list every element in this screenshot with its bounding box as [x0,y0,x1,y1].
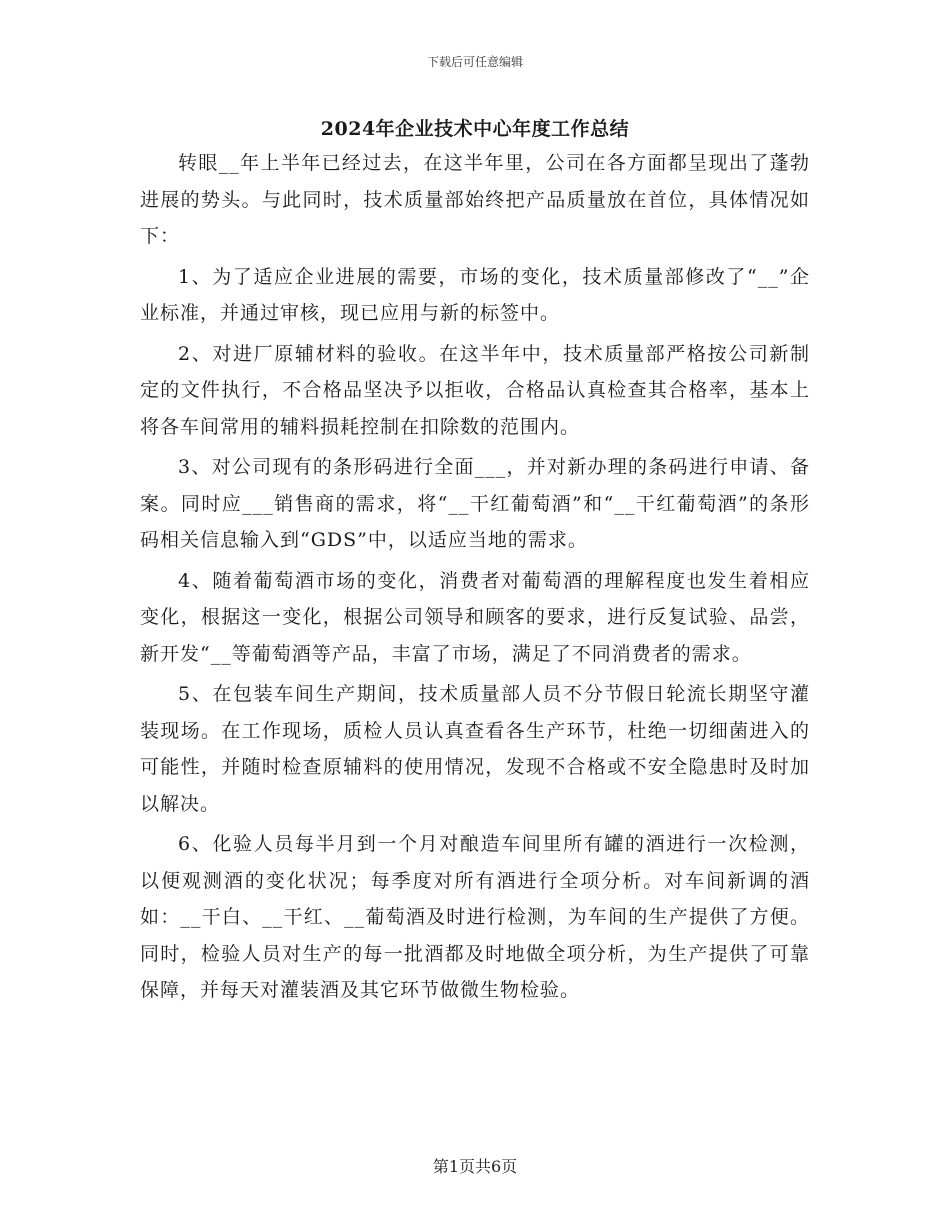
paragraph-1: 1、为了适应企业进展的需要，市场的变化，技术质量部修改了“__”企业标准，并通过审核，现已应用与新的标签中。 [140,265,810,324]
header-note: 下载后可任意编辑 [426,55,523,69]
page-footer: 第1页共6页 [432,1157,518,1176]
paragraph-5: 5、在包装车间生产期间，技术质量部人员不分节假日轮流长期坚守灌装现场。在工作现场，质检人员认真查看各生产环节，杜绝一切细菌进入的可能性，并随时检查原辅料的使用情况，发现不合格或不安全隐患时及时加以解决。 [140,683,810,815]
paragraph-intro: 转眼__年上半年已经过去，在这半年里，公司在各方面都呈现出了蓬勃进展的势头。与此同时，技术质量部始终把产品质量放在首位，具体情况如下： [140,152,810,247]
paragraph-3: 3、对公司现有的条形码进行全面___，并对新办理的条码进行申请、备案。同时应___销售商的需求，将“__干红葡萄酒”和“__干红葡萄酒”的条形码相关信息输入到“GDS”中，以适应当地的需求。 [140,456,810,551]
document-body [140,145,810,1013]
paragraph-6: 6、化验人员每半月到一个月对酿造车间里所有罐的酒进行一次检测，以便观测酒的变化状况；每季度对所有酒进行全项分析。对车间新调的酒如：__干白、__干红、__葡萄酒及时进行检测，为车间的生产提供了方便。同时，检验人员对生产的每一批酒都及时地做全项分析，为生产提供了可靠保障，并每天对灌装酒及其它环节做微生物检验。 [140,833,810,1001]
paragraph-4: 4、随着葡萄酒市场的变化，消费者对葡萄酒的理解程度也发生着相应变化，根据这一变化，根据公司领导和顾客的要求，进行反复试验、品尝，新开发“__等葡萄酒等产品，丰富了市场，满足了不同消费者的需求。 [140,569,810,665]
document-title: 2024年企业技术中心年度工作总结 [320,118,630,140]
paragraph-2: 2、对进厂原辅材料的验收。在这半年中，技术质量部严格按公司新制定的文件执行，不合格品坚决予以拒收，合格品认真检查其合格率，基本上将各车间常用的辅料损耗控制在扣除数的范围内。 [140,342,810,438]
